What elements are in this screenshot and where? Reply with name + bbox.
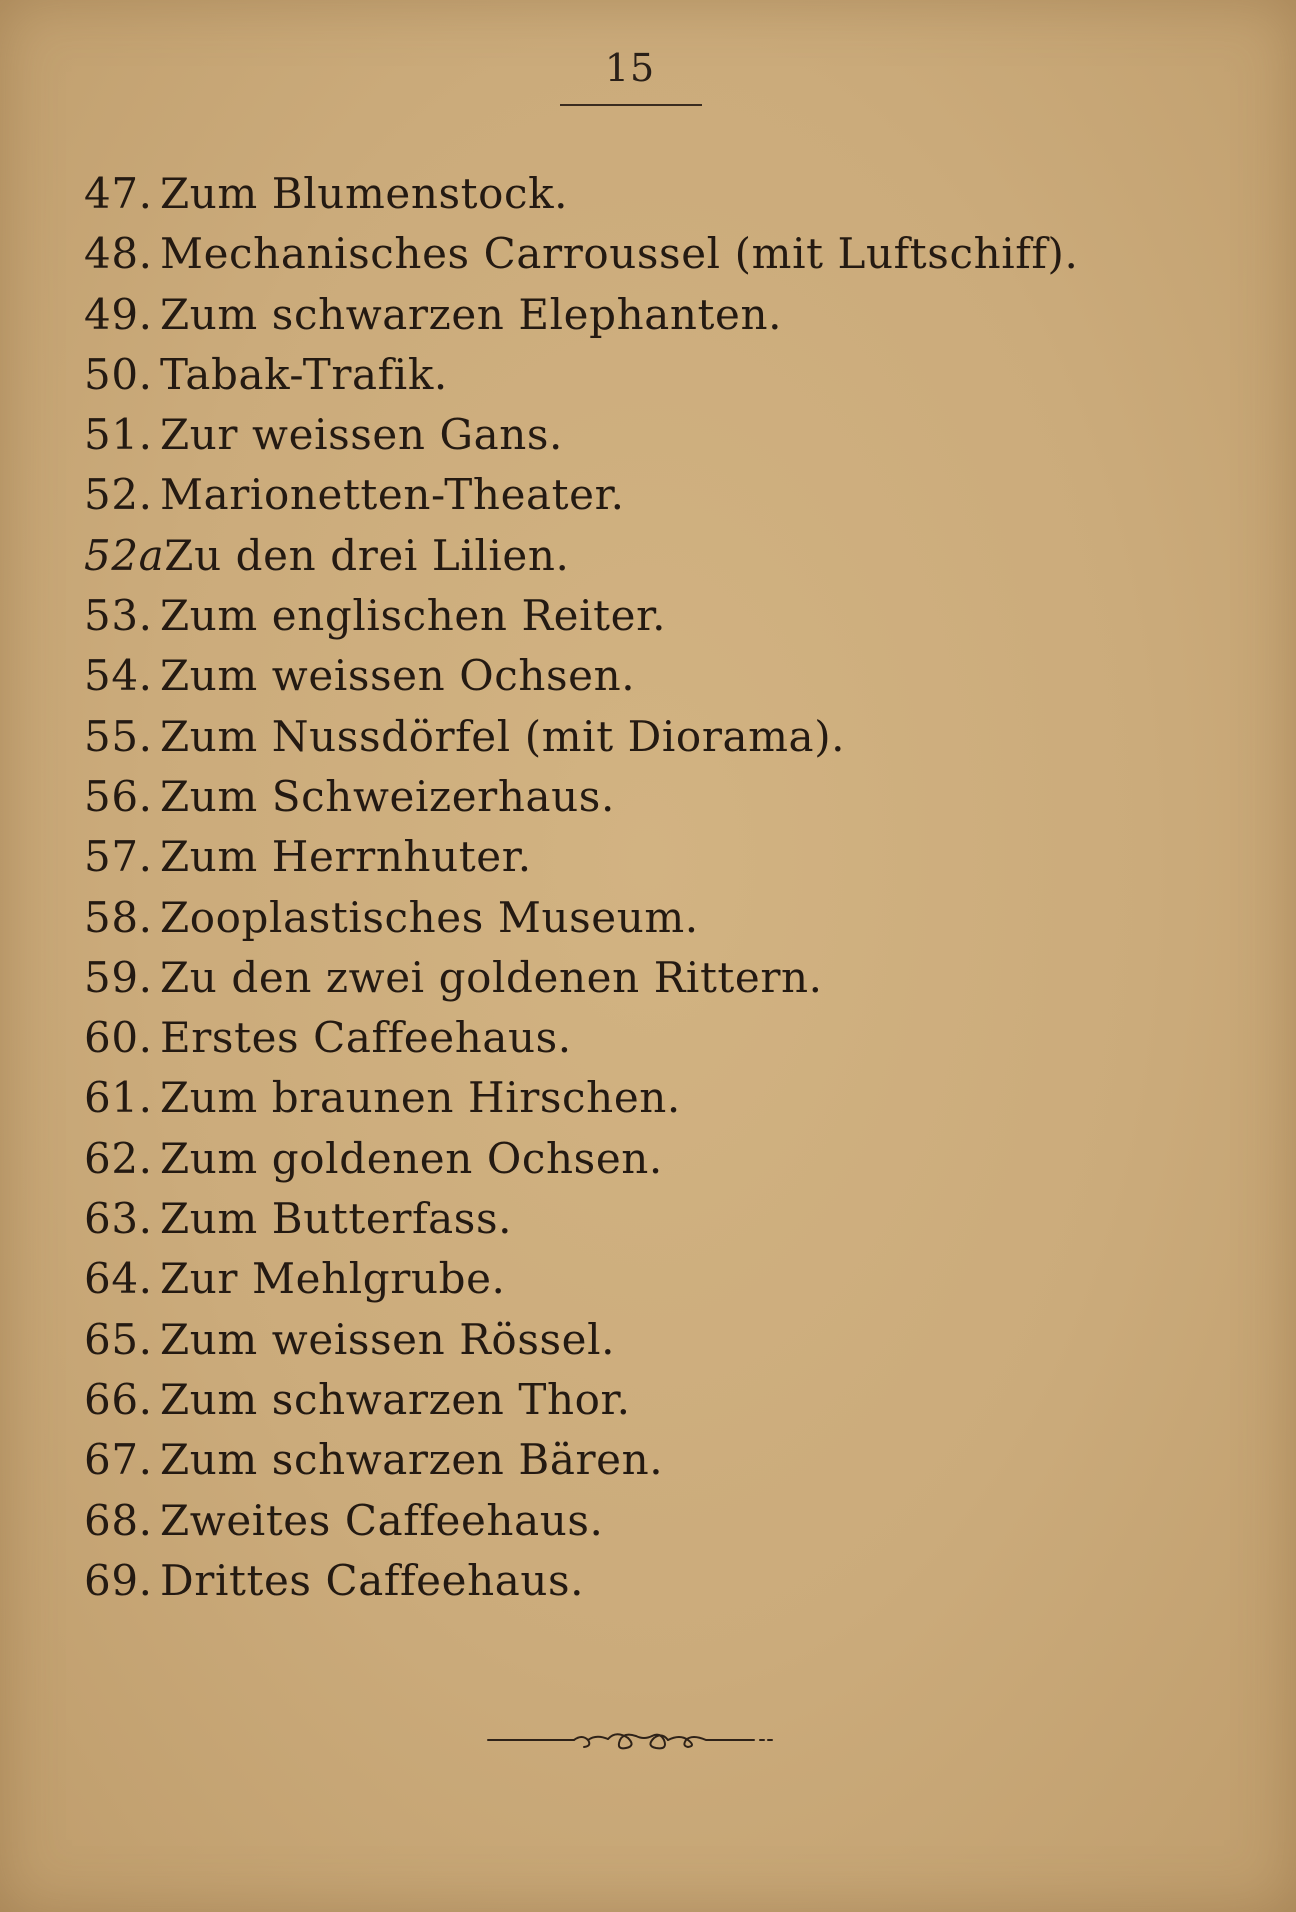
- entry-number: 63.: [84, 1194, 153, 1244]
- list-item: [84, 1491, 1078, 1551]
- entry-number: 54.: [84, 651, 153, 701]
- list-item: [84, 285, 1078, 345]
- entry-text: Tabak-Trafik.: [160, 349, 448, 399]
- scroll-flourish-icon: [484, 1720, 780, 1760]
- entry-text: Zum Herrnhuter.: [160, 832, 532, 882]
- entry-number: 50.: [84, 349, 153, 399]
- entry-number: 48.: [84, 229, 153, 279]
- list-item: [84, 1249, 1078, 1309]
- entry-text: Zum weissen Rössel.: [160, 1314, 616, 1364]
- entry-number: 53.: [84, 591, 153, 641]
- entry-text: Zum weissen Ochsen.: [160, 651, 636, 701]
- entry-list: [84, 164, 1078, 1611]
- list-item: [84, 1129, 1078, 1189]
- list-item: [84, 345, 1078, 405]
- entry-number: 57.: [84, 832, 153, 882]
- entry-number: 60.: [84, 1013, 153, 1063]
- entry-text: Erstes Caffeehaus.: [160, 1013, 572, 1063]
- entry-number: 61.: [84, 1073, 153, 1123]
- list-item: [84, 1430, 1078, 1490]
- list-item: [84, 948, 1078, 1008]
- entry-text: Zum Blumenstock.: [160, 169, 569, 218]
- entry-text: Zu den drei Lilien.: [164, 530, 570, 580]
- list-item: [84, 586, 1078, 646]
- entry-number: 68.: [84, 1495, 153, 1545]
- entry-text: Zu den zwei goldenen Rittern.: [160, 952, 823, 1002]
- entry-text: Zum goldenen Ochsen.: [160, 1133, 663, 1183]
- list-item: [84, 465, 1078, 525]
- list-item: [84, 164, 1078, 224]
- entry-text: Zum Nussdörfel (mit Diorama).: [160, 711, 846, 761]
- entry-text: Zur Mehlgrube.: [160, 1254, 506, 1304]
- entry-number: 56.: [84, 771, 153, 821]
- entry-number: 51.: [84, 410, 153, 460]
- entry-number: 58.: [84, 892, 153, 942]
- entry-text: Zum schwarzen Bären.: [160, 1435, 664, 1485]
- entry-number: 52a: [84, 530, 165, 580]
- entry-number: 59.: [84, 952, 153, 1002]
- entry-number: 67.: [84, 1435, 153, 1485]
- entry-text: Zum schwarzen Elephanten.: [160, 289, 783, 339]
- list-item: [84, 888, 1078, 948]
- entry-number: 52.: [84, 470, 153, 520]
- page-number: 15: [604, 46, 656, 90]
- entry-text: Zum englischen Reiter.: [160, 591, 667, 641]
- list-item: [84, 405, 1078, 465]
- list-item: [84, 526, 1078, 586]
- entry-text: Zum braunen Hirschen.: [160, 1073, 681, 1123]
- entry-text: Drittes Caffeehaus.: [160, 1555, 585, 1605]
- entry-number: 49.: [84, 289, 153, 339]
- page-number-rule: [560, 104, 702, 106]
- entry-number: 47.: [84, 169, 153, 218]
- list-item: [84, 1370, 1078, 1430]
- list-item: [84, 1008, 1078, 1068]
- entry-number: 62.: [84, 1133, 153, 1183]
- list-item: [84, 1068, 1078, 1128]
- entry-text: Marionetten-Theater.: [160, 470, 625, 520]
- entry-text: Zum Schweizerhaus.: [160, 771, 615, 821]
- entry-text: Zum Butterfass.: [160, 1194, 513, 1244]
- entry-number: 65.: [84, 1314, 153, 1364]
- entry-number: 66.: [84, 1374, 153, 1424]
- entry-text: Zur weissen Gans.: [160, 410, 564, 460]
- list-item: [84, 767, 1078, 827]
- list-item: [84, 827, 1078, 887]
- entry-number: 69.: [84, 1555, 153, 1605]
- list-item: [84, 224, 1078, 284]
- list-item: [84, 1551, 1078, 1611]
- entry-text: Zooplastisches Museum.: [160, 892, 699, 942]
- list-item: [84, 707, 1078, 767]
- list-item: [84, 646, 1078, 706]
- entry-text: Zum schwarzen Thor.: [160, 1374, 631, 1424]
- entry-text: Zweites Caffeehaus.: [160, 1495, 604, 1545]
- list-item: [84, 1189, 1078, 1249]
- entry-number: 64.: [84, 1254, 153, 1304]
- entry-text: Mechanisches Carroussel (mit Luftschiff).: [160, 229, 1079, 279]
- list-item: [84, 1310, 1078, 1370]
- entry-number: 55.: [84, 711, 153, 761]
